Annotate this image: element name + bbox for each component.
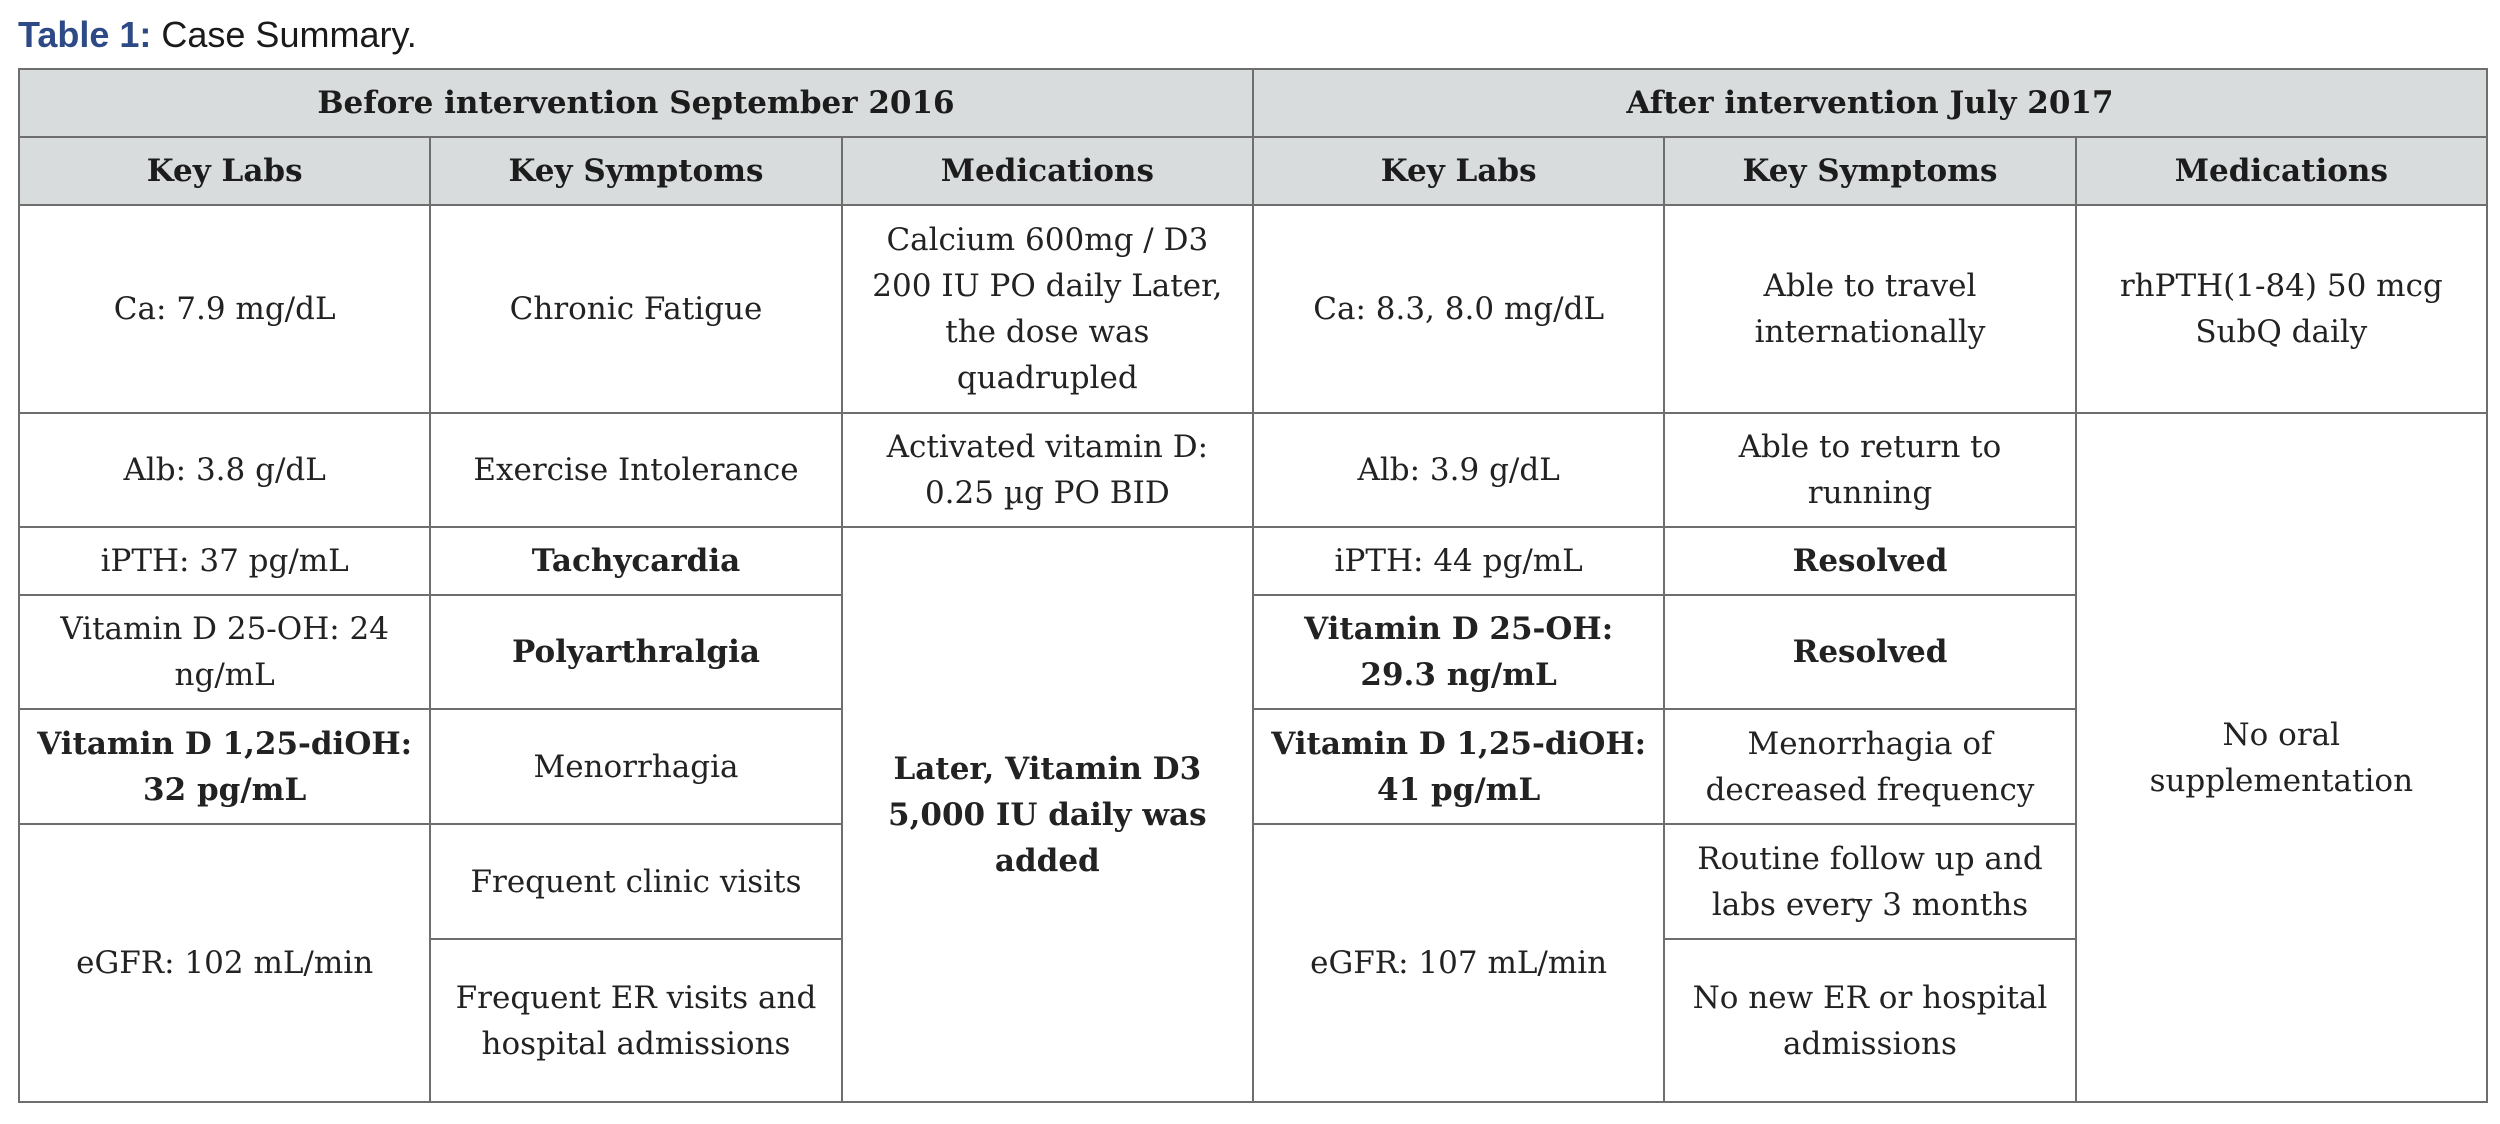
before-symptom-cell: Polyarthralgia xyxy=(430,595,841,709)
after-symptom-cell: No new ER or hospital admissions xyxy=(1664,939,2075,1102)
before-lab-cell: Alb: 3.8 g/dL xyxy=(19,413,430,527)
before-symptom-cell: Tachycardia xyxy=(430,527,841,595)
before-symptom-cell: Frequent clinic visits xyxy=(430,824,841,939)
after-lab-cell: Vitamin D 1,25-diOH: 41 pg/mL xyxy=(1253,709,1664,824)
before-symptom-cell: Menorrhagia xyxy=(430,709,841,824)
before-lab-cell: Vitamin D 1,25-diOH: 32 pg/mL xyxy=(19,709,430,824)
header-after-intervention: After intervention July 2017 xyxy=(1253,69,2487,137)
after-symptom-cell: Resolved xyxy=(1664,595,2075,709)
col-header-after-key-labs: Key Labs xyxy=(1253,137,1664,205)
col-header-before-medications: Medications xyxy=(842,137,1253,205)
after-lab-cell: Vitamin D 25-OH: 29.3 ng/mL xyxy=(1253,595,1664,709)
after-lab-cell: eGFR: 107 mL/min xyxy=(1253,824,1664,1102)
header-before-intervention: Before intervention September 2016 xyxy=(19,69,1253,137)
case-summary-table xyxy=(18,68,2488,1103)
before-medication-cell: Calcium 600mg / D3 200 IU PO daily Later, the dose was quadrupled xyxy=(842,205,1253,413)
table-caption xyxy=(18,10,417,60)
table-row xyxy=(19,205,2487,413)
after-lab-cell: Alb: 3.9 g/dL xyxy=(1253,413,1664,527)
before-medication-cell: Later, Vitamin D3 5,000 IU daily was added xyxy=(842,527,1253,1102)
before-lab-cell: iPTH: 37 pg/mL xyxy=(19,527,430,595)
after-symptom-cell: Menorrhagia of decreased frequency xyxy=(1664,709,2075,824)
table-caption-title: Case Summary. xyxy=(161,14,417,55)
after-symptom-cell: Able to travel internationally xyxy=(1664,205,2075,413)
before-symptom-cell: Exercise Intolerance xyxy=(430,413,841,527)
after-medication-cell: No oral supplementation xyxy=(2076,413,2487,1102)
col-header-after-medications: Medications xyxy=(2076,137,2487,205)
col-header-before-key-symptoms: Key Symptoms xyxy=(430,137,841,205)
before-lab-cell: Ca: 7.9 mg/dL xyxy=(19,205,430,413)
before-medication-cell: Activated vitamin D: 0.25 µg PO BID xyxy=(842,413,1253,527)
after-lab-cell: Ca: 8.3, 8.0 mg/dL xyxy=(1253,205,1664,413)
after-symptom-cell: Resolved xyxy=(1664,527,2075,595)
before-lab-cell: Vitamin D 25-OH: 24 ng/mL xyxy=(19,595,430,709)
table-caption-label: Table 1: xyxy=(18,14,152,55)
col-header-after-key-symptoms: Key Symptoms xyxy=(1664,137,2075,205)
col-header-before-key-labs: Key Labs xyxy=(19,137,430,205)
before-lab-cell: eGFR: 102 mL/min xyxy=(19,824,430,1102)
after-medication-cell: rhPTH(1-84) 50 mcg SubQ daily xyxy=(2076,205,2487,413)
after-symptom-cell: Able to return to running xyxy=(1664,413,2075,527)
before-symptom-cell: Chronic Fatigue xyxy=(430,205,841,413)
before-symptom-cell: Frequent ER visits and hospital admissions xyxy=(430,939,841,1102)
after-lab-cell: iPTH: 44 pg/mL xyxy=(1253,527,1664,595)
after-symptom-cell: Routine follow up and labs every 3 months xyxy=(1664,824,2075,939)
table-row xyxy=(19,413,2487,527)
